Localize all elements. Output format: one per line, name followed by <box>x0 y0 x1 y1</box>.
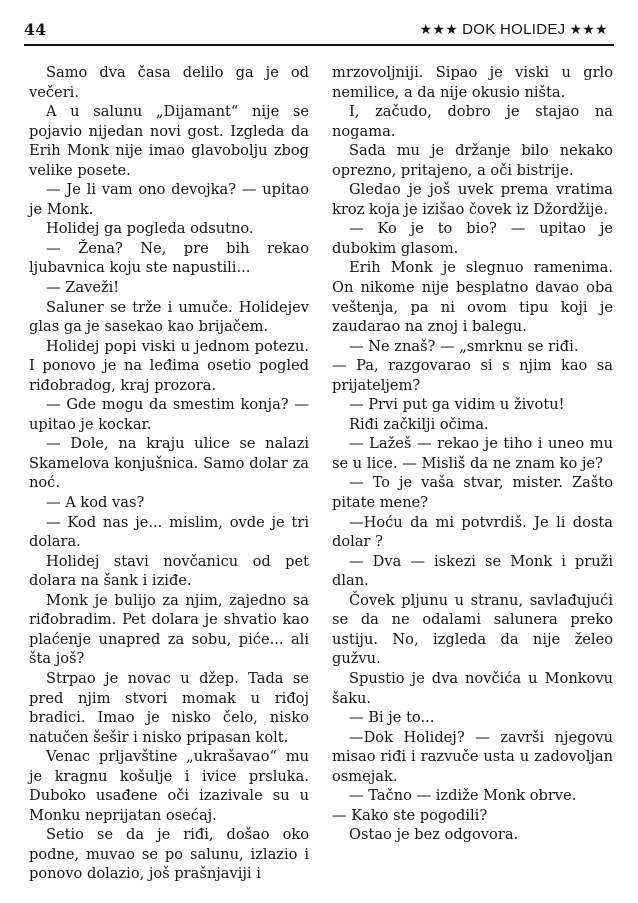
paragraph: — Gde mogu da smestim konja? — upitao je kockar. <box>29 396 309 433</box>
paragraph: — Pa, razgovarao si s njim kao sa prijateljem? <box>332 357 613 394</box>
paragraph: — Bi je to... <box>349 709 435 727</box>
page-number: 44 <box>24 20 47 39</box>
paragraph: — Tačno — izdiže Monk obrve. <box>349 787 577 805</box>
paragraph: — Dole, na kraju ulice se nalazi Skamelova konjušnica. Samo dolar za noć. <box>29 435 309 492</box>
right-column <box>332 63 613 845</box>
running-head <box>416 21 612 38</box>
paragraph: Čovek pljunu u stranu, savlađujući se da ne odalami salunera preko ustiju. No, izgleda da nije želeo gužvu. <box>332 591 613 668</box>
paragraph: —Hoću da mi potvrdiš. Je li dosta dolar ? <box>332 513 613 551</box>
paragraph: Samo dva časa delilo ga je od večeri. <box>29 64 309 101</box>
paragraph: — Lažeš — rekao je tiho i uneo mu se u lice. — Misliš da ne znam ko je? <box>332 435 613 472</box>
paragraph: — Žena? Ne, pre bih rekao ljubavnica koju ste napustili... <box>29 239 309 277</box>
paragraph: — A kod vas? <box>46 494 145 512</box>
paragraph: Gledao je još uvek prema vratima kroz koja je izišao čovek iz Džordžije. <box>332 181 613 218</box>
running-head-title: DOK HOLIDEJ <box>462 21 566 38</box>
paragraph: A u salunu „Dijamant“ nije se pojavio nijedan novi gost. Izgleda da Erih Monk nije imao glavobolju zbog velike posete. <box>29 103 309 179</box>
paragraph: — Kod nas je... mislim, ovde je tri dolara. <box>29 513 309 551</box>
paragraph: Monk je bulijo za njim, zajedno sa riđobradim. Pet dolara je shvatio kao plaćenje unapred za sobu, piće... ali šta još? <box>29 591 309 668</box>
paragraph: Venac prljavštine „ukrašavao“ mu je kragnu košulje i ivice prsluka. Duboko usađene oči izazivale su u Monku neprijatan osećaj. <box>29 748 309 824</box>
paragraph: Riđi začkilji očima. <box>349 415 489 433</box>
header-rule <box>24 44 614 46</box>
paragraph: — Ko je to bio? — upitao je dubokim glasom. <box>332 220 613 257</box>
paragraph: — To je vaša stvar, mister. Zašto pitate mene? <box>332 474 613 512</box>
paragraph: I, začudo, dobro je stajao na nogama. <box>332 103 613 140</box>
paragraph: —Dok Holidej? — završi njegovu misao riđi i razvuče usta u zadovoljan osmejak. <box>332 728 613 785</box>
paragraph: Holidej popi viski u jednom potezu. I ponovo je na leđima osetio pogled riđobradog, kraj prozora. <box>29 337 309 394</box>
paragraph: — Ne znaš? — „smrknu se riđi. <box>349 337 579 355</box>
stars-ornament-right: ★★★ <box>569 21 608 37</box>
paragraph: Erih Monk je slegnuo ramenima. On nikome nije besplatno davao oba veštenja, pa ni ovom tipu koji je zaudarao na znoj i balegu. <box>332 259 613 336</box>
paragraph: — Je li vam ono devojka? — upitao je Monk. <box>29 181 309 218</box>
paragraph: Saluner se trže i umuče. Holidejev glas ga je sasekao kao brijačem. <box>29 298 309 336</box>
paragraph: — Dva — iskezi se Monk i pruži dlan. <box>332 552 613 590</box>
paragraph-continued: mrzovoljniji. Sipao je viski u grlo nemilice, a da nije okusio ništa. <box>332 64 613 101</box>
paragraph: Setio se da je riđi, došao oko podne, muvao se po salunu, izlazio i ponovo dolazio, još prašnjaviji i <box>29 826 309 883</box>
paragraph: Spustio je dva novčića u Monkovu šaku. <box>332 669 613 707</box>
paragraph: Holidej ga pogleda odsutno. <box>46 220 254 238</box>
paragraph: — Prvi put ga vidim u životu! <box>349 396 565 414</box>
left-column <box>29 63 309 884</box>
paragraph: — Zaveži! <box>46 279 120 297</box>
paragraph: — Kako ste pogodili? <box>332 806 488 824</box>
paragraph: Holidej stavi novčanicu od pet dolara na šank i iziđe. <box>29 552 309 590</box>
stars-ornament-left: ★★★ <box>419 21 459 37</box>
paragraph: Ostao je bez odgovora. <box>349 826 519 844</box>
paragraph: Strpao je novac u džep. Tada se pred njim stvori momak u riđoj bradici. Imao je nisko čelo, nisko natučen šešir i nisko pripasan kolt. <box>29 669 309 746</box>
paragraph: Sada mu je držanje bilo nekako oprezno, pritajeno, a oči bistrije. <box>332 142 613 179</box>
